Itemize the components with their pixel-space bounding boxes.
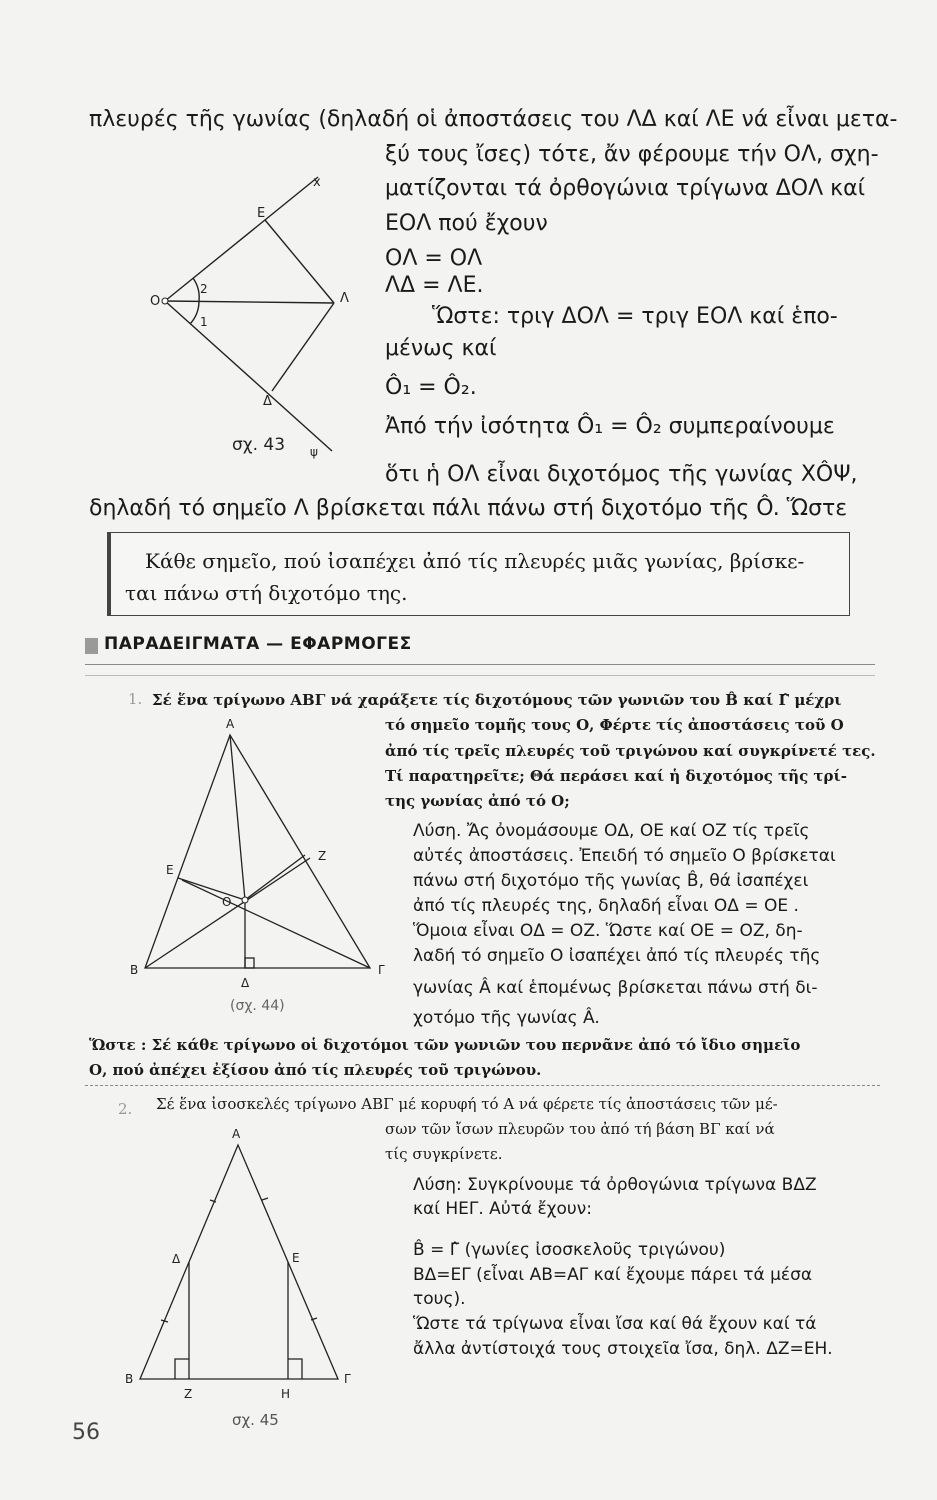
para1-line4: ΕΟΛ πού ἔχουν bbox=[385, 211, 548, 236]
label-a: A bbox=[232, 1127, 241, 1141]
bisector-a bbox=[230, 735, 245, 900]
label-lambda: Λ bbox=[340, 291, 349, 306]
para1-line1: πλευρές τῆς γωνίας (δηλαδή οἱ ἀποστάσεις του ΛΔ καί ΛΕ νά εἶναι μετα- bbox=[89, 107, 898, 132]
ex1-solution-line3: πάνω στή διχοτόμο τῆς γωνίας B̂, θά ἰσαπέχει bbox=[413, 871, 809, 891]
label-g: Γ bbox=[344, 1372, 351, 1386]
ex2-question-line3: τίς συγκρίνετε. bbox=[385, 1145, 503, 1163]
ex1-solution-line8: χοτόμο τῆς γωνίας Â. bbox=[413, 1008, 600, 1028]
angle-arc-2 bbox=[193, 278, 199, 301]
label-1: 1 bbox=[200, 315, 208, 329]
para1-line9: δηλαδή τό σημεῖο Λ βρίσκεται πάλι πάνω στή διχοτόμο τῆς Ô. Ὥστε bbox=[89, 496, 848, 521]
ray-ox bbox=[165, 177, 318, 301]
perp-oe bbox=[178, 878, 245, 900]
right-angle-d bbox=[245, 958, 254, 968]
label-psi: ψ bbox=[310, 445, 318, 459]
ex2-solution-line3: B̂ = Γ̂ (γωνίες ἰσοσκελοῦς τριγώνου) bbox=[413, 1240, 726, 1260]
triangle-abg bbox=[145, 735, 370, 968]
ex2-solution-line2: καί ΗΕΓ. Αὐτά ἔχουν: bbox=[413, 1199, 592, 1219]
equation-angles: Ô₁ = Ô₂. bbox=[385, 375, 477, 400]
ex1-solution-line5: Ὅμοια εἶναι ΟΔ = ΟΖ. Ὥστε καί ΟΕ = ΟΖ, δη- bbox=[413, 921, 803, 941]
ex2-number: 2. bbox=[118, 1100, 133, 1118]
label-a: A bbox=[226, 717, 235, 731]
triangle-abg bbox=[140, 1145, 338, 1379]
equation-ld: ΛΔ = ΛΕ. bbox=[385, 273, 484, 298]
rule-line2: ται πάνω στή διχοτόμο της. bbox=[125, 581, 408, 605]
ex2-question-line1: Σέ ἕνα ἰσοσκελές τρίγωνο ΑΒΓ μέ κορυφή τό Α νά φέρετε τίς ἀποστάσεις τῶν μέ- bbox=[156, 1095, 778, 1113]
section-title: ΠΑΡΑΔΕΙΓΜΑΤΑ — ΕΦΑΡΜΟΓΕΣ bbox=[104, 634, 412, 654]
perp-le bbox=[265, 220, 334, 303]
label-h: H bbox=[281, 1387, 291, 1401]
label-delta: Δ bbox=[241, 976, 250, 990]
para1-line2: ξύ τους ἴσες) τότε, ἄν φέρουμε τήν ΟΛ, σχη- bbox=[385, 142, 879, 167]
label-o: O bbox=[222, 895, 232, 909]
label-o: O bbox=[150, 294, 161, 309]
point-o bbox=[162, 298, 168, 304]
label-z: Z bbox=[318, 849, 327, 863]
ex1-question-line2: τό σημεῖο τομῆς τους Ο, Φέρτε τίς ἀποστάσεις τοῦ Ο bbox=[385, 716, 844, 734]
para1-line5: Ὥστε: τριγ ΔΟΛ = τριγ ΕΟΛ καί ἑπο- bbox=[432, 304, 838, 329]
ex1-solution-line6: λαδή τό σημεῖο Ο ἰσαπέχει ἀπό τίς πλευρές τῆς bbox=[413, 946, 821, 966]
ex2-solution-line1: Λύση: Συγκρίνουμε τά ὀρθογώνια τρίγωνα ΒΔΖ bbox=[413, 1175, 817, 1195]
label-delta: Δ bbox=[263, 394, 272, 409]
label-e: E bbox=[257, 206, 266, 221]
label-delta: Δ bbox=[172, 1252, 181, 1266]
label-g: Γ bbox=[378, 963, 385, 977]
ex1-solution-line7: γωνίας Â καί ἑπομένως βρίσκεται πάνω στή δι- bbox=[413, 978, 818, 998]
perp-ld bbox=[272, 303, 334, 391]
ex2-solution-line5: τους). bbox=[413, 1289, 466, 1309]
ex1-question-line1: Σέ ἕνα τρίγωνο ΑΒΓ νά χαράξετε τίς διχοτόμους τῶν γωνιῶν του B̂ καί Γ̂ μέχρι bbox=[152, 691, 842, 709]
ex1-conclusion-line1: Ὥστε : Σέ κάθε τρίγωνο οἱ διχοτόμοι τῶν γωνιῶν του περνᾶνε ἀπό τό ἴδιο σημεῖο bbox=[89, 1036, 801, 1054]
ex1-question-line3: ἀπό τίς τρεῖς πλευρές τοῦ τριγώνου καί συγκρίνετέ τες. bbox=[385, 742, 876, 760]
label-e: E bbox=[166, 863, 174, 877]
ex1-question-line4: Τί παρατηρεῖτε; Θά περάσει καί ἡ διχοτόμος τῆς τρί- bbox=[385, 767, 847, 785]
figure-45 bbox=[120, 1120, 380, 1440]
equation-ol: ΟΛ = ΟΛ bbox=[385, 246, 483, 271]
ex1-solution-line1: Λύση. Ἄς ὀνομάσουμε ΟΔ, ΟΕ καί ΟΖ τίς τρεῖς bbox=[413, 821, 810, 841]
page-number: 56 bbox=[72, 1420, 100, 1445]
right-angle-z bbox=[175, 1359, 189, 1379]
label-e: E bbox=[292, 1251, 300, 1265]
rule-line1: Κάθε σημεῖο, πού ἰσαπέχει ἀπό τίς πλευρές μιᾶς γωνίας, βρίσκε- bbox=[145, 549, 805, 573]
para1-line3: ματίζονται τά ὀρθογώνια τρίγωνα ΔΟΛ καί bbox=[385, 176, 866, 201]
angle-arc-1 bbox=[190, 301, 199, 324]
figure-43 bbox=[140, 170, 370, 470]
label-b: B bbox=[130, 963, 139, 977]
para1-line7: Ἀπό τήν ἰσότητα Ô₁ = Ô₂ συμπεραίνουμε bbox=[385, 414, 835, 439]
label-z: Z bbox=[184, 1387, 193, 1401]
example-divider bbox=[85, 1085, 880, 1086]
caption-fig44: (σχ. 44) bbox=[230, 998, 285, 1014]
ex2-solution-line4: ΒΔ=ΕΓ (εἶναι ΑΒ=ΑΓ καί ἔχουμε πάρει τά μέσα bbox=[413, 1265, 813, 1285]
ex1-solution-line4: ἀπό τίς πλευρές της, δηλαδή εἶναι ΟΔ = ΟΕ . bbox=[413, 896, 799, 916]
ex2-solution-line6: Ὥστε τά τρίγωνα εἶναι ἴσα καί θά ἔχουν καί τά bbox=[413, 1314, 817, 1334]
ex1-solution-line2: αὐτές ἀποστάσεις. Ἐπειδή τό σημεῖο Ο βρίσκεται bbox=[413, 846, 836, 866]
ex1-question-line5: της γωνίας ἀπό τό Ο; bbox=[385, 792, 570, 810]
section-rule bbox=[85, 664, 875, 665]
bisector-ol bbox=[165, 301, 334, 303]
figure-44 bbox=[125, 715, 395, 1030]
label-b: B bbox=[125, 1372, 134, 1386]
tick-ae bbox=[262, 1198, 268, 1200]
ex2-question-line2: σων τῶν ἴσων πλευρῶν του ἀπό τή βάση ΒΓ καί νά bbox=[385, 1120, 775, 1138]
caption-fig43: σχ. 43 bbox=[232, 435, 286, 455]
perp-oz bbox=[245, 855, 305, 900]
point-o bbox=[242, 897, 248, 903]
caption-fig45: σχ. 45 bbox=[232, 1411, 279, 1429]
label-x: x bbox=[313, 175, 321, 190]
right-angle-h bbox=[288, 1359, 302, 1379]
section-rule-2 bbox=[85, 675, 875, 676]
para1-line8: ὅτι ἡ ΟΛ εἶναι διχοτόμος τῆς γωνίας ΧÔΨ, bbox=[385, 462, 858, 487]
section-marker bbox=[85, 638, 98, 654]
ex1-conclusion-line2: Ο, πού ἀπέχει ἐξίσου ἀπό τίς πλευρές τοῦ τριγώνου. bbox=[89, 1061, 542, 1079]
ex2-solution-line7: ἄλλα ἀντίστοιχά τους στοιχεῖα ἴσα, δηλ. ΔΖ=ΕΗ. bbox=[413, 1339, 833, 1359]
label-2: 2 bbox=[200, 282, 208, 296]
para1-line6: μένως καί bbox=[385, 336, 497, 361]
ex1-number: 1. bbox=[128, 690, 143, 708]
